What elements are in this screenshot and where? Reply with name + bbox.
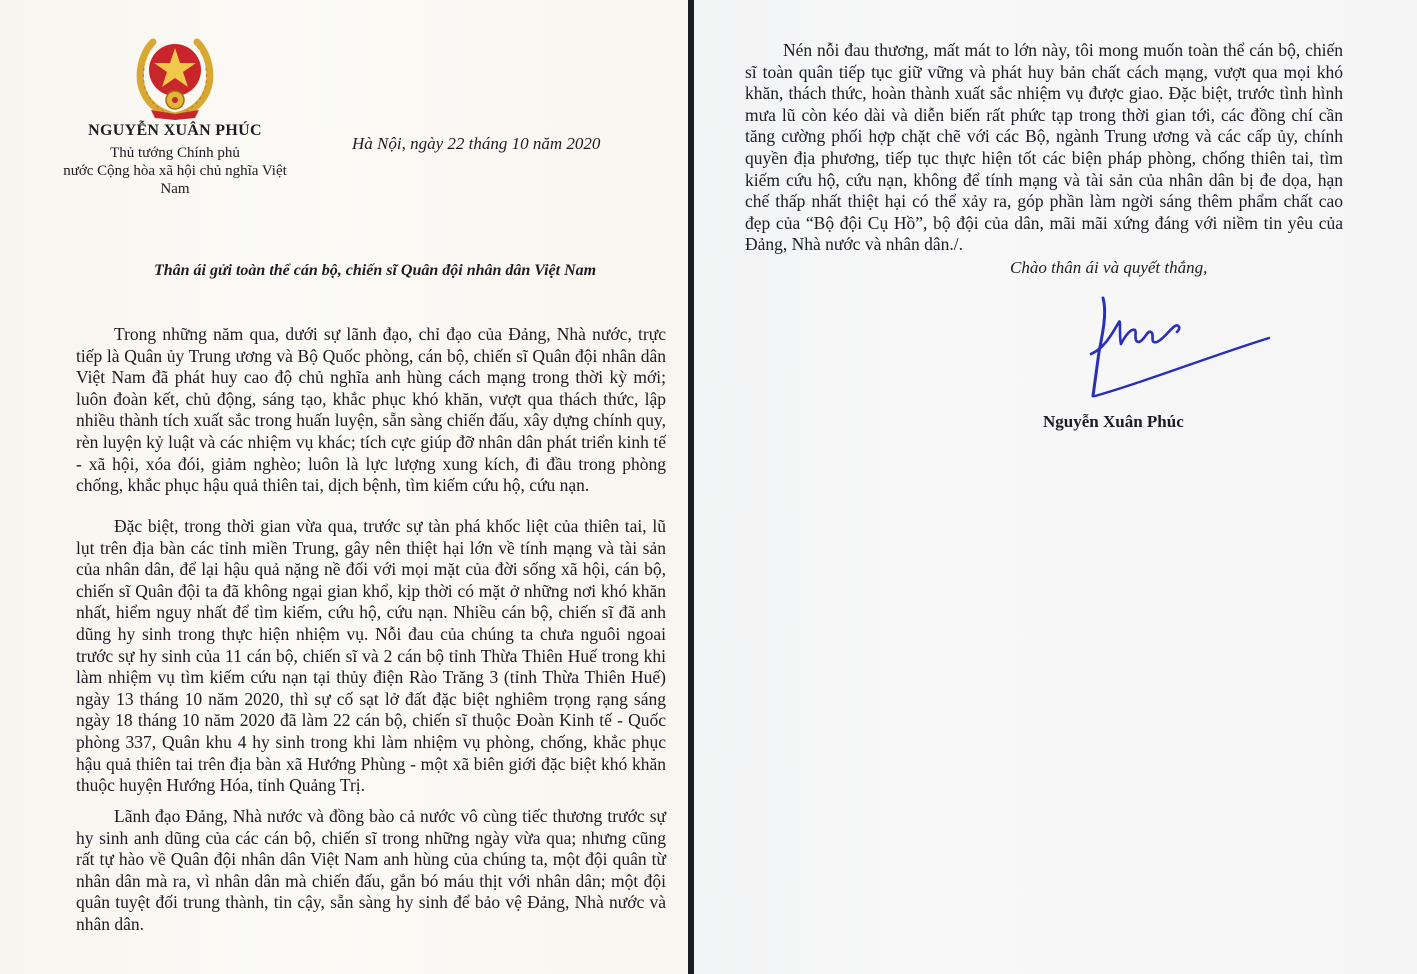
signer-name: Nguyễn Xuân Phúc (1043, 412, 1184, 431)
body-paragraph-4: Nén nỗi đau thương, mất mát to lớn này, tôi mong muốn toàn thể cán bộ, chiến sĩ toàn quân tiếp tục giữ vững và phát huy bản chất cách mạng, vượt qua mọi khó khăn, thách thức, hoàn thành xuất sắc nhiệm vụ được giao. Đặc biệt, trước tình hình mưa lũ còn kéo dài và diễn biến rất phức tạp trong thời gian tới, các đồng chí cần tăng cường phối hợp chặt chẽ với các Bộ, ngành Trung ương và các cấp ủy, chính quyền địa phương, tiếp tục thực hiện tốt các biện pháp phòng, chống thiên tai, tìm kiếm cứu hộ, cứu nạn, không để tính mạng và tài sản của nhân dân bị đe dọa, hạn chế thấp nhất thiệt hại có thể xảy ra, góp phần làm ngời sáng thêm phẩm chất cao đẹp của “Bộ đội Cụ Hồ”, bộ đội của dân, mãi mãi xứng đáng với niềm tin yêu của Đảng, Nhà nước và nhân dân./. (745, 40, 1343, 255)
sender-name: NGUYỄN XUÂN PHÚC (88, 122, 262, 139)
signature-icon (1085, 292, 1275, 404)
body-paragraph-3: Lãnh đạo Đảng, Nhà nước và đồng bào cả nước vô cùng tiếc thương trước sự hy sinh anh dũng của các cán bộ, chiến sĩ trong những ngày vừa qua; nhưng cũng rất tự hào về Quân đội nhân dân Việt Nam anh hùng của chúng ta, một đội quân từ nhân dân mà ra, vì nhân dân mà chiến đấu, gắn bó máu thịt với nhân dân; một đội quân tuyệt đối trung thành, tin cậy, sẵn sàng hy sinh để bảo vệ Đảng, Nhà nước và nhân dân. (76, 806, 666, 934)
sender-title-line-1: Thủ tướng Chính phủ (110, 145, 240, 161)
sender-title-line-2: nước Cộng hòa xã hội chủ nghĩa Việt Nam (63, 163, 287, 197)
date-line: Hà Nội, ngày 22 tháng 10 năm 2020 (352, 134, 601, 153)
body-paragraph-2: Đặc biệt, trong thời gian vừa qua, trước sự tàn phá khốc liệt của thiên tai, lũ lụt trên địa bàn các tỉnh miền Trung, gây nên thiệt hại lớn về tính mạng và tài sản của nhân dân, để lại hậu quả nặng nề đối với mọi mặt của đời sống xã hội, cán bộ, chiến sĩ Quân đội ta đã không ngại gian khổ, kịp thời có mặt ở những nơi khó khăn nhất, hiểm nguy nhất để tìm kiếm, cứu hộ, cứu nạn. Nhiều cán bộ, chiến sĩ đã anh dũng hy sinh trong thực hiện nhiệm vụ. Nỗi đau của chúng ta chưa nguôi ngoai trước sự hy sinh của 11 cán bộ, chiến sĩ và 2 cán bộ tỉnh Thừa Thiên Huế trong khi làm nhiệm vụ tìm kiếm cứu nạn tại thủy điện Rào Trăng 3 (tỉnh Thừa Thiên Huế) ngày 13 tháng 10 năm 2020, thì sự cố sạt lở đất đặc biệt nghiêm trọng rạng sáng ngày 18 tháng 10 năm 2020 đã làm 22 cán bộ, chiến sĩ thuộc Đoàn Kinh tế - Quốc phòng 337, Quân khu 4 hy sinh trong khi làm nhiệm vụ phòng, chống, khắc phục hậu quả thiên tai trên địa bàn xã Hướng Phùng - một xã biên giới đặc biệt khó khăn thuộc huyện Hướng Hóa, tỉnh Quảng Trị. (76, 516, 666, 796)
body-paragraph-1: Trong những năm qua, dưới sự lãnh đạo, chỉ đạo của Đảng, Nhà nước, trực tiếp là Quân ủy Trung ương và Bộ Quốc phòng, cán bộ, chiến sĩ Quân đội nhân dân Việt Nam đã phát huy cao độ chủ nghĩa anh hùng cách mạng trong thời kỳ mới; luôn đoàn kết, chủ động, sáng tạo, khắc phục khó khăn, vượt qua thách thức, lập nhiều thành tích xuất sắc trong huấn luyện, sẵn sàng chiến đấu, xây dựng chính quy, rèn luyện kỷ luật và các nhiệm vụ khác; tích cực giúp đỡ nhân dân phát triển kinh tế - xã hội, xóa đói, giảm nghèo; luôn là lực lượng xung kích, đi đầu trong phòng chống, khắc phục hậu quả thiên tai, dịch bệnh, tìm kiếm cứu hộ, cứu nạn. (76, 324, 666, 496)
letter-page-left (0, 0, 688, 974)
sender-block (50, 122, 300, 198)
national-emblem-icon (135, 30, 215, 122)
salutation: Thân ái gửi toàn thể cán bộ, chiến sĩ Quân đội nhân dân Việt Nam (153, 262, 597, 279)
closing-line: Chào thân ái và quyết thắng, (1010, 258, 1208, 277)
